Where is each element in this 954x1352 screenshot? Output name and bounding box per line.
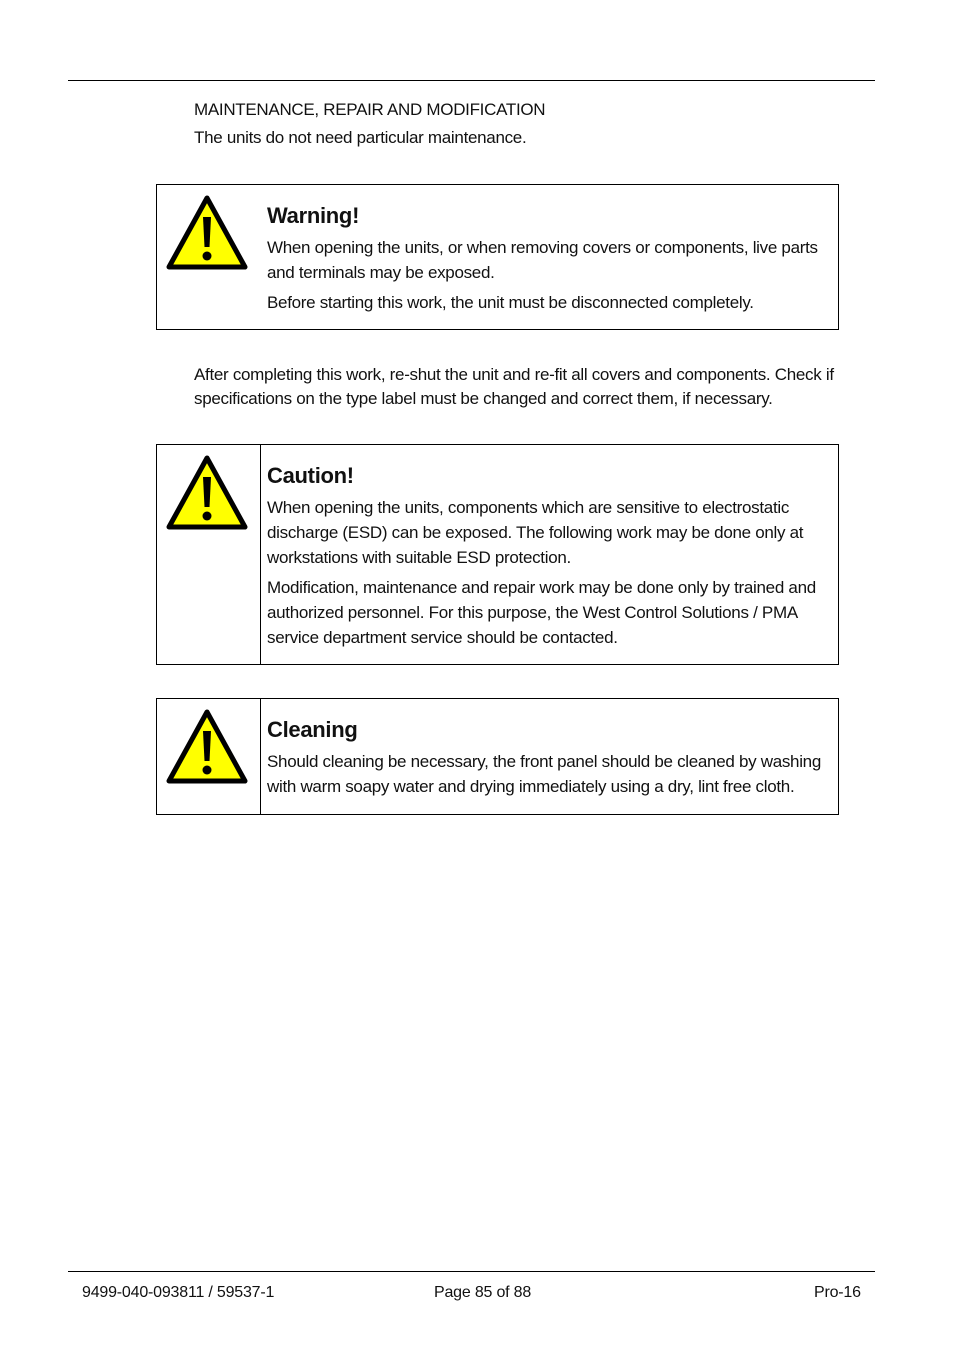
warning-triangle-icon — [166, 455, 248, 531]
cleaning-notice — [156, 698, 839, 815]
warning-triangle-icon — [166, 709, 248, 785]
caution-paragraph: When opening the units, components which are sensitive to electrostatic discharge (ESD) can be exposed. The following work may be done only at workstations with suitable ESD protection. — [267, 498, 804, 567]
warning-icon-cell — [157, 185, 260, 329]
warning-triangle-icon — [166, 195, 248, 271]
footer-rule — [68, 1271, 875, 1272]
warning-paragraph: When opening the units, or when removing covers or components, live parts and terminals may be exposed. — [267, 238, 818, 282]
footer-doc-number: 9499-040-093811 / 59537-1 — [82, 1284, 275, 1301]
header-rule — [68, 80, 875, 81]
warning-title: Warning! — [267, 203, 360, 228]
warning-paragraph: Before starting this work, the unit must be disconnected completely. — [267, 293, 754, 312]
intro-text: The units do not need particular maintenance. — [194, 128, 527, 147]
caution-title: Caution! — [267, 463, 354, 488]
cleaning-title: Cleaning — [267, 717, 358, 742]
cleaning-icon-cell — [157, 699, 261, 814]
caution-paragraph: Modification, maintenance and repair work may be done only by trained and authorized personnel. For this purpose, the West Control Solutions / PMA service department service should be contacted. — [267, 578, 816, 647]
cleaning-paragraph: Should cleaning be necessary, the front panel should be cleaned by washing with warm soapy water and drying immediately using a dry, lint free cloth. — [267, 752, 821, 796]
caution-icon-cell — [157, 445, 261, 664]
section-title: MAINTENANCE, REPAIR AND MODIFICATION — [194, 100, 546, 119]
caution-notice — [156, 444, 839, 665]
footer-product: Pro-16 — [814, 1284, 861, 1301]
warning-notice — [156, 184, 839, 330]
after-work-text: After completing this work, re-shut the unit and re-fit all covers and components. Check if specifications on the type label must be changed and correct them, if necessary. — [194, 365, 834, 408]
footer-page-number: Page 85 of 88 — [434, 1284, 532, 1301]
